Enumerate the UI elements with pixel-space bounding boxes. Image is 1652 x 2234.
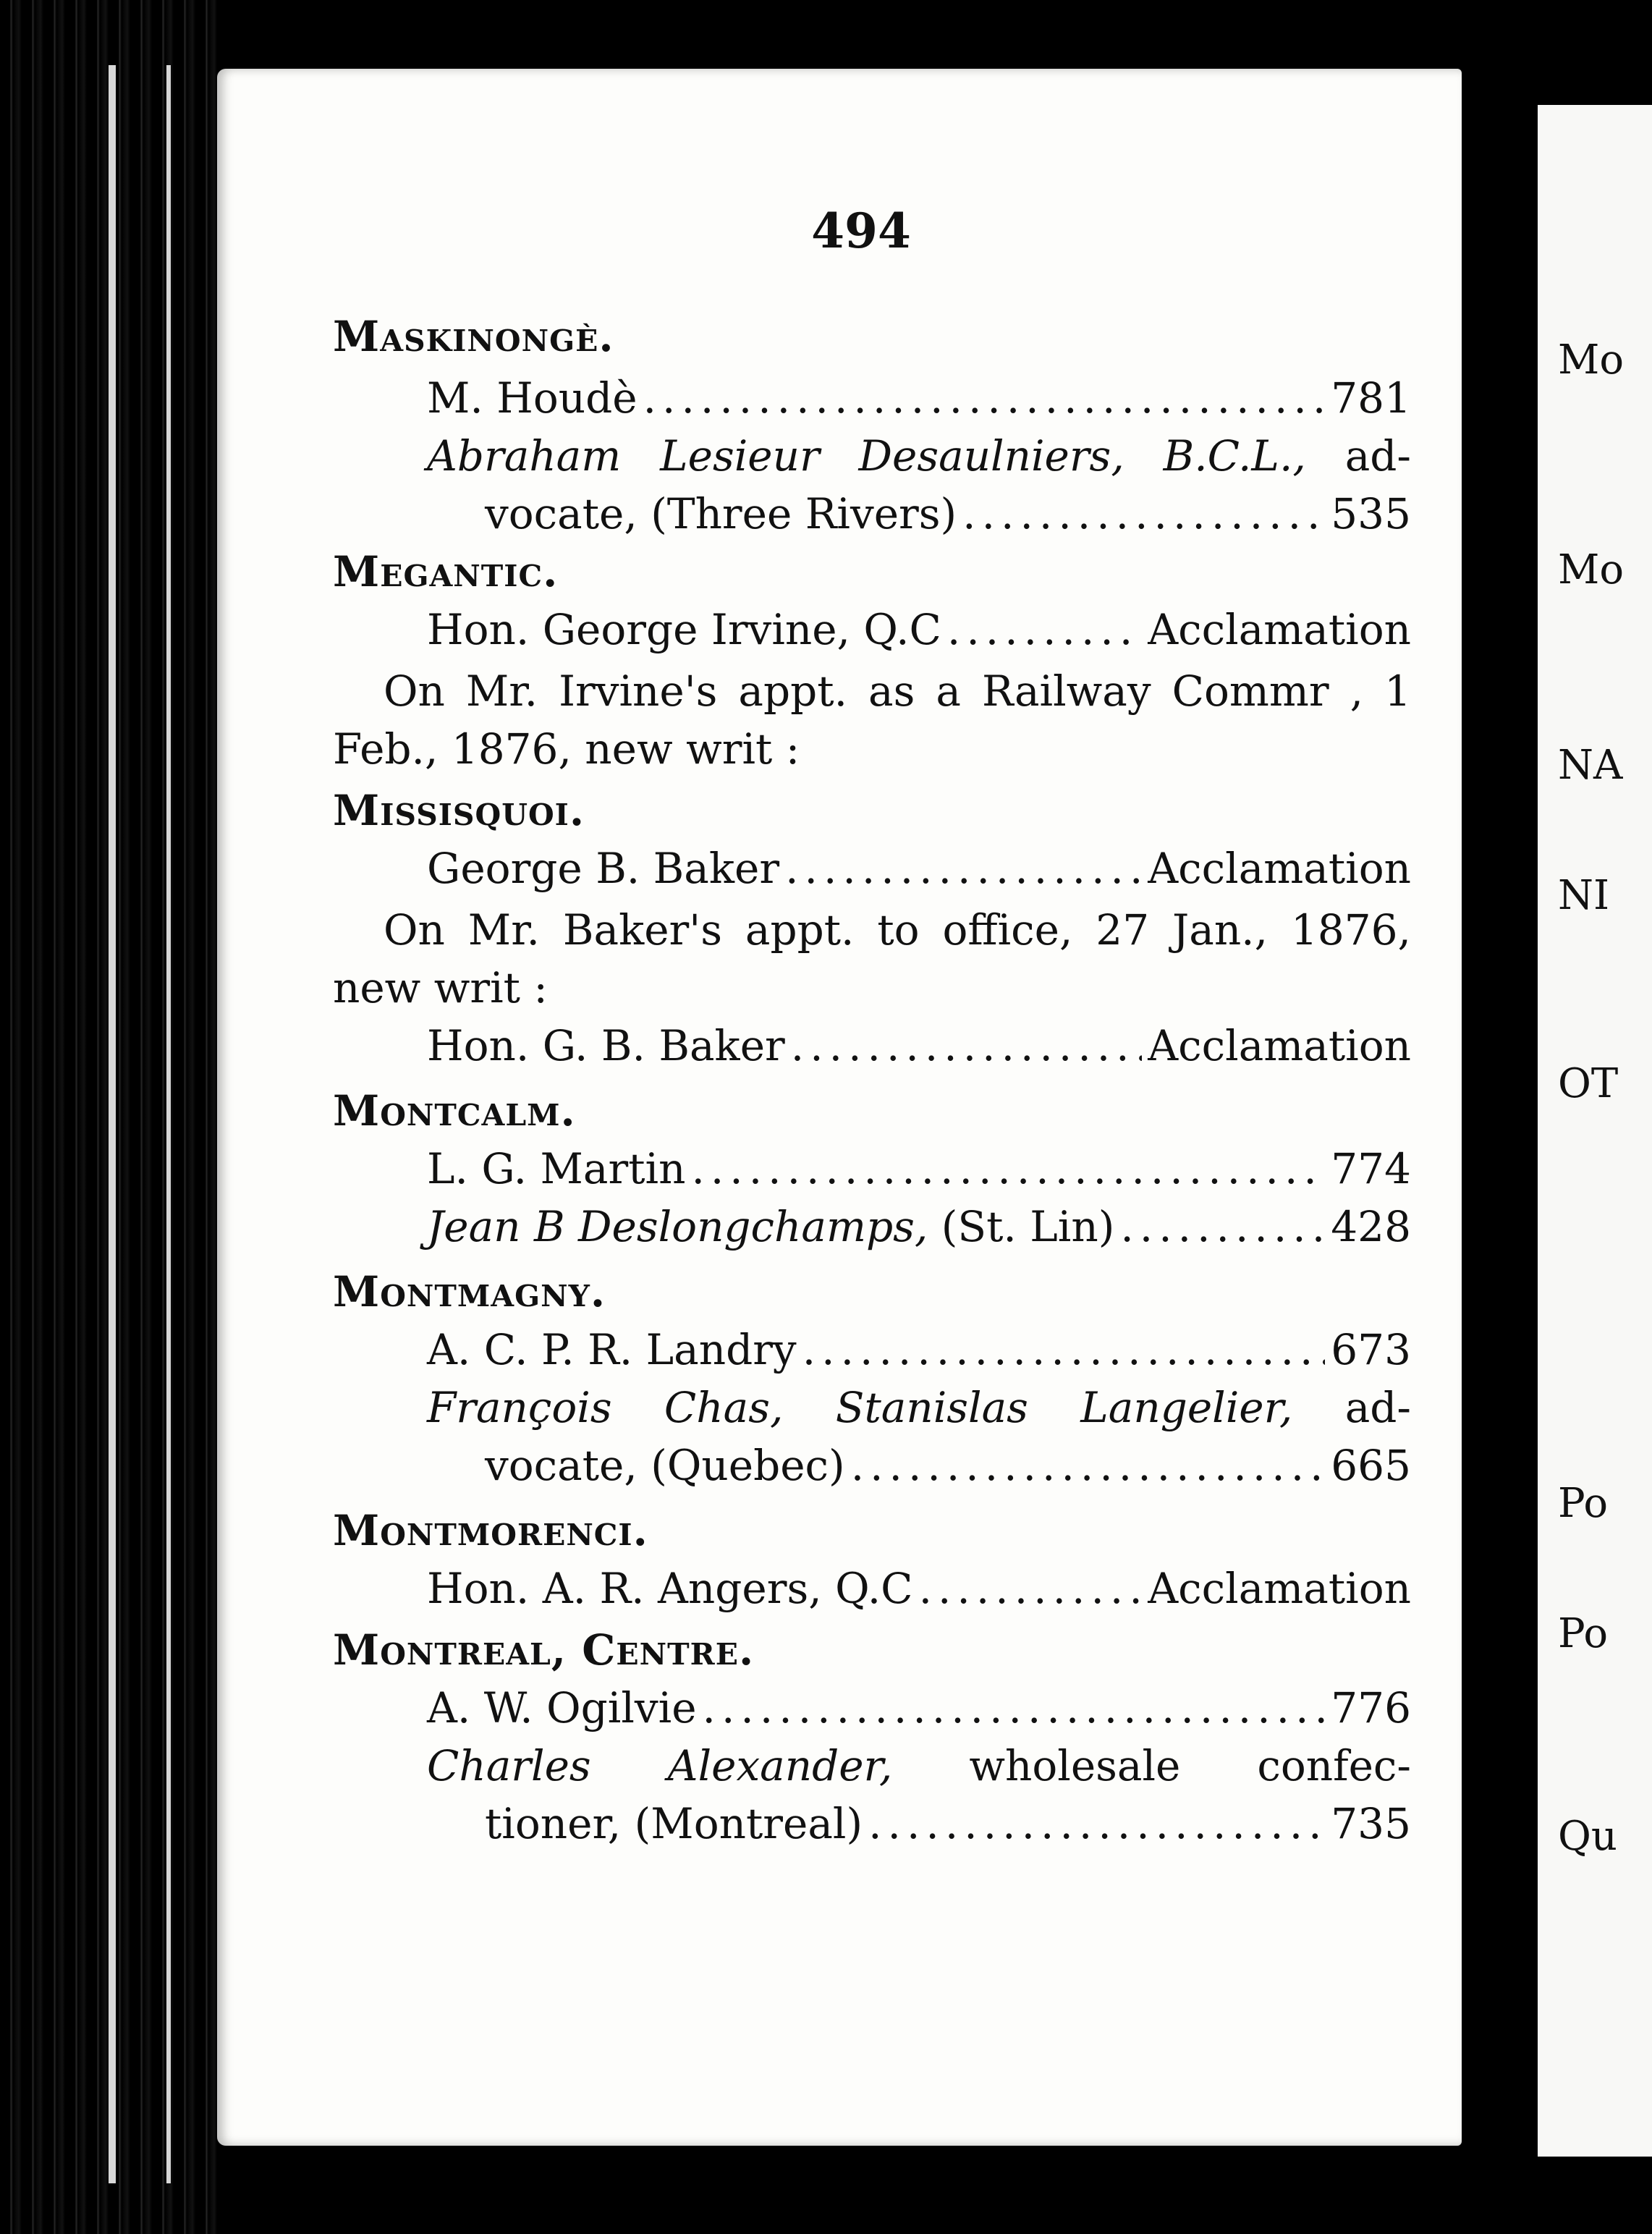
leader-dots	[947, 601, 1142, 659]
candidate-detail: (St. Lin)	[941, 1202, 1115, 1251]
candidate-name: Hon. G. B. Baker	[427, 1021, 785, 1070]
vote-count: 776	[1331, 1683, 1411, 1732]
result-status: Acclamation	[1148, 1021, 1411, 1070]
leader-dots	[791, 1017, 1143, 1075]
facing-page-fragment: NA	[1558, 742, 1623, 789]
leader-dots	[703, 1679, 1326, 1737]
candidate-name: M. Houdè	[427, 373, 637, 423]
book-page	[217, 69, 1462, 2146]
candidate-name: George B. Baker	[427, 844, 780, 893]
facing-page-fragment: NI	[1558, 872, 1610, 919]
candidate-name: Abraham Lesieur Desaulniers, B.C.L.,	[427, 431, 1306, 481]
leader-dots	[962, 485, 1325, 543]
candidate-name: Hon. George Irvine, Q.C	[427, 605, 941, 654]
leader-dots	[868, 1795, 1325, 1853]
result-status: Acclamation	[1148, 605, 1411, 654]
facing-page-fragment: Po	[1558, 1610, 1609, 1657]
section-heading: Montmorenci.	[333, 1506, 648, 1555]
page-number: 494	[811, 203, 911, 259]
result-entry	[427, 1017, 1411, 1075]
candidate-name: Charles Alexander,	[427, 1741, 893, 1790]
candidate-name: A. W. Ogilvie	[427, 1683, 697, 1732]
spine-edge	[166, 65, 171, 2183]
section-heading: Montcalm.	[333, 1086, 576, 1135]
facing-page-fragment: Mo	[1558, 546, 1625, 593]
vote-count: 665	[1331, 1441, 1411, 1490]
result-entry	[427, 1140, 1411, 1198]
result-entry	[485, 1437, 1411, 1494]
candidate-name: François Chas, Stanislas Langelier,	[427, 1383, 1293, 1432]
vote-count: 535	[1331, 489, 1411, 538]
candidate-name: A. C. P. R. Landry	[427, 1325, 797, 1374]
result-entry	[485, 485, 1411, 543]
section-heading: Montreal, Centre.	[333, 1625, 755, 1675]
leader-dots	[785, 839, 1142, 897]
vote-count: 428	[1331, 1202, 1411, 1251]
result-entry	[427, 369, 1411, 427]
candidate-name: Hon. A. R. Angers, Q.C	[427, 1564, 913, 1613]
note-text: On Mr. Irvine's appt. as a Railway Commr , 1	[384, 667, 1411, 716]
result-entry	[427, 1679, 1411, 1737]
facing-page-fragment: OT	[1558, 1060, 1619, 1107]
vote-count: 781	[1331, 373, 1411, 423]
section-heading: Megantic.	[333, 547, 559, 596]
facing-page-fragment: Qu	[1558, 1813, 1617, 1860]
section-heading: Maskinongè.	[333, 312, 614, 361]
leader-dots	[643, 369, 1326, 427]
candidate-detail: vocate, (Three Rivers)	[485, 489, 957, 538]
leader-dots	[919, 1560, 1143, 1617]
result-entry	[427, 1560, 1411, 1617]
vote-count: 774	[1331, 1144, 1411, 1193]
facing-page-fragment: Po	[1558, 1480, 1609, 1527]
vote-count: 673	[1331, 1325, 1411, 1374]
section-heading: Montmagny.	[333, 1267, 606, 1316]
candidate-detail: wholesale confec-	[969, 1741, 1412, 1790]
result-status: Acclamation	[1148, 1564, 1411, 1613]
candidate-line	[427, 1737, 1411, 1795]
result-status: Acclamation	[1148, 844, 1411, 893]
spine-edge	[109, 65, 116, 2183]
candidate-detail: ad-	[1344, 1383, 1411, 1432]
section-heading: Missisquoi.	[333, 786, 585, 835]
candidate-name: L. G. Martin	[427, 1144, 686, 1193]
facing-page-fragment: Mo	[1558, 337, 1625, 384]
candidate-detail: tioner, (Montreal)	[485, 1799, 863, 1848]
book-spine	[0, 0, 217, 2234]
result-entry	[485, 1795, 1411, 1853]
candidate-detail: vocate, (Quebec)	[485, 1441, 845, 1490]
candidate-name: Jean B Deslongchamps,	[427, 1202, 928, 1251]
leader-dots	[802, 1321, 1326, 1379]
result-entry	[427, 601, 1411, 659]
note-text: On Mr. Baker's appt. to office, 27 Jan., 1876,	[384, 905, 1411, 955]
facing-page	[1538, 105, 1652, 2157]
leader-dots	[851, 1437, 1326, 1494]
note-text: new writ :	[333, 963, 548, 1012]
candidate-line	[427, 427, 1411, 485]
vote-count: 735	[1331, 1799, 1411, 1848]
result-entry	[427, 839, 1411, 897]
candidate-detail: ad-	[1344, 431, 1412, 481]
result-entry	[427, 1198, 1411, 1256]
note-text: Feb., 1876, new writ :	[333, 724, 800, 774]
candidate-line	[427, 1379, 1411, 1437]
leader-dots	[691, 1140, 1325, 1198]
leader-dots	[1120, 1198, 1325, 1256]
result-entry	[427, 1321, 1411, 1379]
